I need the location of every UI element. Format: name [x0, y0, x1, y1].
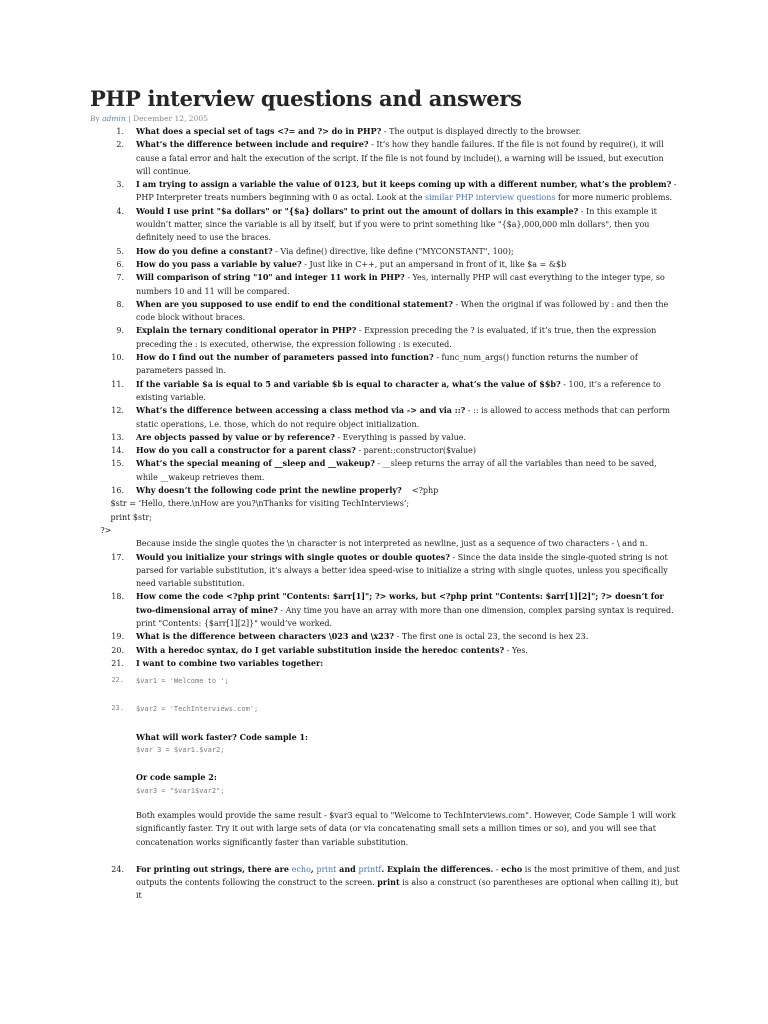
post-date: December 12, 2005	[133, 114, 208, 123]
echo-term: echo	[501, 863, 523, 874]
list-item	[80, 431, 680, 444]
answer-continued: is also a construct (so parentheses are optional when calling it), but it	[136, 878, 679, 901]
list-item	[80, 630, 680, 643]
similar-questions-link[interactable]: similar PHP interview questions	[425, 193, 556, 203]
answer-explanation: Because inside the single quotes the \n character is not interpreted as newline, just as a sequence of two characters - \ and n.	[136, 539, 648, 549]
item-number: 4.	[116, 206, 124, 216]
answer: - It’s how they handle failures. If the file is not found by require(), it will cause a fatal error and halt the execution of the script. If the file is not found by include(), a warning will be issued, but execution will continue.	[136, 140, 664, 176]
item-number: 20.	[111, 645, 124, 655]
print-link[interactable]: print	[316, 864, 337, 874]
question: Will comparison of string "10" and integer 11 work in PHP?	[136, 272, 405, 283]
answer: - Any time you have an array with more than one dimension, complex parsing syntax is required. print "Contents: {$arr[1][2]}" would’ve worked.	[136, 605, 674, 628]
question: With a heredoc syntax, do I get variable substitution inside the heredoc contents?	[136, 644, 505, 655]
item-number: 9.	[116, 326, 124, 336]
list-item	[80, 351, 680, 378]
answer: - Yes.	[504, 645, 528, 655]
question-end: . Explain the differences.	[381, 863, 494, 874]
list-item	[80, 178, 680, 205]
code-sample-block	[80, 731, 680, 849]
sample-2-heading: Or code sample 2:	[136, 772, 217, 783]
list-item	[80, 205, 680, 245]
question: What’s the difference between include and require?	[136, 139, 369, 150]
item-number: 7.	[116, 273, 124, 283]
sample-explanation: Both examples would provide the same result - $var3 equal to "Welcome to TechInterviews.com". However, Code Sample 1 will work significantly faster. Try it out with large sets of data (or via concatenating small sets a million times or so), and you will see that concatenation works significantly faster than variable substitution.	[136, 810, 676, 847]
answer: - func_num_args() function returns the number of parameters passed in.	[136, 353, 638, 376]
list-item	[80, 484, 680, 550]
list-item	[80, 258, 680, 271]
author-link[interactable]: admin	[102, 114, 126, 123]
answer: - Since the data inside the single-quoted string is not parsed for variable substitution, it’s always a better idea speed-wise to initialize a string with single quotes, unless you specifically need variable substitution.	[136, 552, 668, 589]
list-item	[80, 125, 680, 138]
item-number: 8.	[116, 299, 124, 309]
code-line: $var3 = "$var1$var2";	[136, 786, 225, 795]
item-number: 19.	[111, 632, 124, 642]
item-number: 13.	[111, 432, 124, 442]
item-number: 17.	[111, 552, 124, 562]
answer: - __sleep returns the array of all the variables than need to be saved, while __wakeup retrieves them.	[136, 459, 657, 482]
byline-prefix: By	[90, 114, 100, 123]
answer: - parent::constructor($value)	[355, 446, 476, 456]
answer: - Expression preceding the ? is evaluated, if it’s true, then the expression preceding the : is executed, otherwise, the expression following : is executed.	[136, 326, 657, 349]
item-number: 6.	[116, 259, 124, 269]
answer: - PHP Interpreter treats numbers beginning with 0 as octal. Look at the	[136, 180, 677, 203]
question: Would I use print "$a dollars" or "{$a} dollars" to print out the amount of dollars in this example?	[136, 205, 579, 216]
printf-link[interactable]: printf	[358, 864, 382, 874]
answer: - When the original if was followed by : and then the code block without braces.	[136, 299, 669, 323]
echo-link[interactable]: echo	[291, 864, 311, 874]
item-number: 11.	[111, 379, 124, 389]
print-term: print	[377, 877, 400, 888]
list-item	[80, 590, 680, 630]
answer: - Yes, internally PHP will cast everything to the integer type, so numbers 10 and 11 will be compared.	[136, 273, 665, 296]
code-line: $var1 = 'Welcome to ';	[136, 677, 229, 686]
byline-separator: |	[125, 114, 134, 123]
item-number: 21.	[111, 658, 124, 668]
item-number: 16.	[111, 486, 124, 496]
item-number: 14.	[111, 446, 124, 456]
question: Are objects passed by value or by reference?	[136, 431, 335, 442]
item-number: 15.	[111, 459, 124, 469]
answer: - The first one is octal 23, the second is hex 23.	[394, 632, 589, 642]
answer: - In this example it wouldn’t matter, since the variable is all by itself, but if you were to print something like "{$a},000,000 mln dollars", then you definitely need to use the braces.	[136, 206, 657, 243]
code-line: $var2 = 'TechInterviews.com';	[136, 705, 259, 714]
byline	[90, 114, 208, 123]
question: If the variable $a is equal to 5 and variable $b is equal to character a, what’s the value of $$b?	[136, 378, 561, 389]
answer: - 100, it’s a reference to existing variable.	[136, 379, 661, 402]
question: Would you initialize your strings with single quotes or double quotes?	[136, 551, 450, 562]
answer: - The output is displayed directly to the browser.	[381, 127, 582, 136]
list-item	[80, 551, 680, 591]
question: Why doesn’t the following code print the newline properly?	[136, 485, 402, 496]
list-item	[80, 245, 680, 258]
question: How do I find out the number of parameters passed into function?	[136, 352, 434, 363]
list-item	[80, 138, 680, 178]
question: What is the difference between characters \023 and \x23?	[136, 631, 395, 642]
question: How come the code <?php print "Contents: $arr[1]"; ?> works, but <?php print "Contents: $arr[1][2]"; ?> doesn’t for two-dimensional array of mine?	[136, 591, 664, 615]
list-item	[80, 271, 680, 298]
list-item	[80, 457, 680, 484]
question: What’s the difference between accessing a class method via -> and via ::?	[136, 405, 466, 416]
answer-continued: is the most primitive of them, and just outputs the contents following the construct to the screen.	[136, 864, 680, 888]
list-item	[80, 404, 680, 431]
question: What’s the special meaning of __sleep and __wakeup?	[136, 458, 375, 469]
sample-1-heading: What will work faster? Code sample 1:	[136, 731, 308, 742]
question: How do you call a constructor for a parent class?	[136, 445, 356, 456]
question: What does a special set of tags <?= and ?> do in PHP?	[136, 126, 382, 136]
list-item	[80, 657, 680, 670]
item-number: 24.	[111, 864, 124, 874]
question-comma: ,	[310, 863, 317, 874]
item-number: 10.	[111, 353, 124, 363]
code-line: print $str;	[80, 512, 152, 522]
qa-list	[80, 125, 680, 903]
answer: <?php	[401, 486, 439, 496]
answer: - Just like in C++, put an ampersand in front of it, like $a = &$b	[301, 259, 567, 269]
question: I am trying to assign a variable the value of 0123, but it keeps coming up with a different number, what’s the problem?	[136, 179, 672, 190]
item-number: 12.	[111, 406, 124, 416]
code-line: $var 3 = $var1.$var2;	[136, 746, 225, 755]
question: How do you define a constant?	[136, 245, 273, 256]
item-number: 5.	[116, 246, 124, 256]
code-item	[80, 702, 680, 716]
question: For printing out strings, there are	[136, 863, 292, 874]
item-number: 23.	[111, 704, 124, 713]
answer: - :: is allowed to access methods that can perform static operations, i.e. those, which do not require object initialization.	[136, 406, 670, 429]
item-number: 3.	[116, 180, 124, 190]
list-item	[80, 298, 680, 325]
answer-continued: for more numeric problems.	[555, 193, 673, 203]
list-item	[80, 324, 680, 351]
question: Explain the ternary conditional operator in PHP?	[136, 325, 357, 336]
list-item	[80, 863, 680, 903]
code-line: ?>	[80, 525, 112, 535]
list-item	[80, 644, 680, 657]
item-number: 22.	[111, 676, 124, 685]
answer: - Everything is passed by value.	[334, 432, 467, 442]
item-number: 1.	[116, 127, 124, 136]
answer: -	[493, 864, 502, 874]
answer: - Via define() directive, like define ("MYCONSTANT", 100);	[272, 246, 514, 256]
question: I want to combine two variables together:	[136, 657, 324, 668]
item-number: 2.	[116, 140, 124, 150]
code-item	[80, 674, 680, 688]
code-line: $str = ‘Hello, there.\nHow are you?\nThanks for visiting TechInterviews’;	[80, 499, 410, 509]
list-item	[80, 444, 680, 457]
question-and: and	[336, 863, 359, 874]
question: When are you supposed to use endif to end the conditional statement?	[136, 298, 453, 309]
item-number: 18.	[111, 592, 124, 602]
page-title: PHP interview questions and answers	[90, 86, 522, 111]
question: How do you pass a variable by value?	[136, 258, 302, 269]
list-item	[80, 378, 680, 405]
